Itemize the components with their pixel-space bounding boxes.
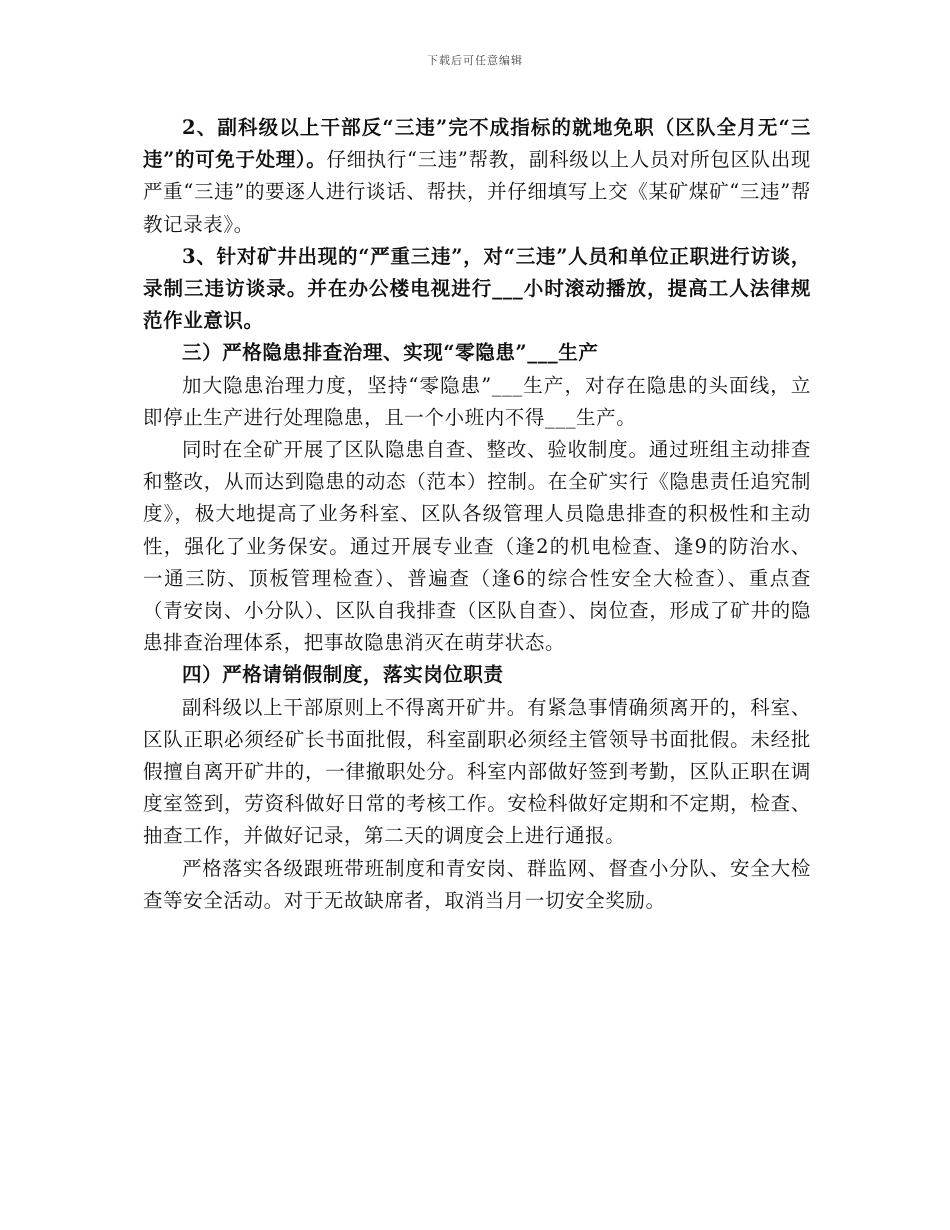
page-header: 下载后可任意编辑 bbox=[427, 54, 523, 67]
paragraph-hazard-control: 加大隐患治理力度，坚持“零隐患”___生产，对存在隐患的头面线，立即停止生产进行处理隐患，且一个小班内不得___生产。 bbox=[143, 373, 811, 429]
section-heading-3: 三）严格隐患排查治理、实现“零隐患”___生产 bbox=[182, 341, 599, 365]
paragraph-2-cadre-dismissal bbox=[143, 112, 811, 241]
paragraph-shift-duty: 严格落实各级跟班带班制度和青安岗、群监网、督查小分队、安全大检查等安全活动。对于无故缺席者，取消当月一切安全奖励。 bbox=[143, 856, 811, 912]
paragraph-3-interviews: 3、针对矿井出现的“严重三违”，对“三违”人员和单位正职进行访谈，录制三违访谈录。并在办公楼电视进行___小时滚动播放，提高工人法律规范作业意识。 bbox=[143, 244, 811, 333]
paragraph-leave-rules: 副科级以上干部原则上不得离开矿井。有紧急事情确须离开的，科室、区队正职必须经矿长书面批假，科室副职必须经主管领导书面批假。未经批假擅自离开矿井的，一律撤职处分。科室内部做好签到考勤，区队正职在调度室签到，劳资科做好日常的考核工作。安检科做好定期和不定期，检查、抽查工作，并做好记录，第二天的调度会上进行通报。 bbox=[143, 695, 811, 848]
paragraph-hazard-inspection-system: 同时在全矿开展了区队隐患自查、整改、验收制度。通过班组主动排查和整改，从而达到隐患的动态（范本）控制。在全矿实行《隐患责任追究制度》，极大地提高了业务科室、区队各级管理人员隐患排查的积极性和主动性，强化了业务保安。通过开展专业查（逢2的机电检查、逢9的防治水、一通三防、顶板管理检查）、普遍查（逢6的综合性安全大检查）、重点查（青安岗、小分队）、区队自我排查（区队自查）、岗位查，形成了矿井的隐患排查治理体系，把事故隐患消灭在萌芽状态。 bbox=[143, 438, 811, 655]
paragraph-2-body: 仔细执行“三违”帮教，副科级以上人员对所包区队出现严重“三违”的要逐人进行谈话、帮扶，并仔细填写上交《某矿煤矿“三违”帮教记录表》。 bbox=[143, 148, 811, 236]
document-body bbox=[143, 112, 811, 917]
section-heading-4: 四）严格请销假制度，落实岗位职责 bbox=[182, 663, 504, 687]
paragraph-2-bold-lead: 2、副科级以上干部反“三违”完不成指标的就地免职（区队全月无“三违”的可免于处理）。 bbox=[143, 116, 811, 172]
